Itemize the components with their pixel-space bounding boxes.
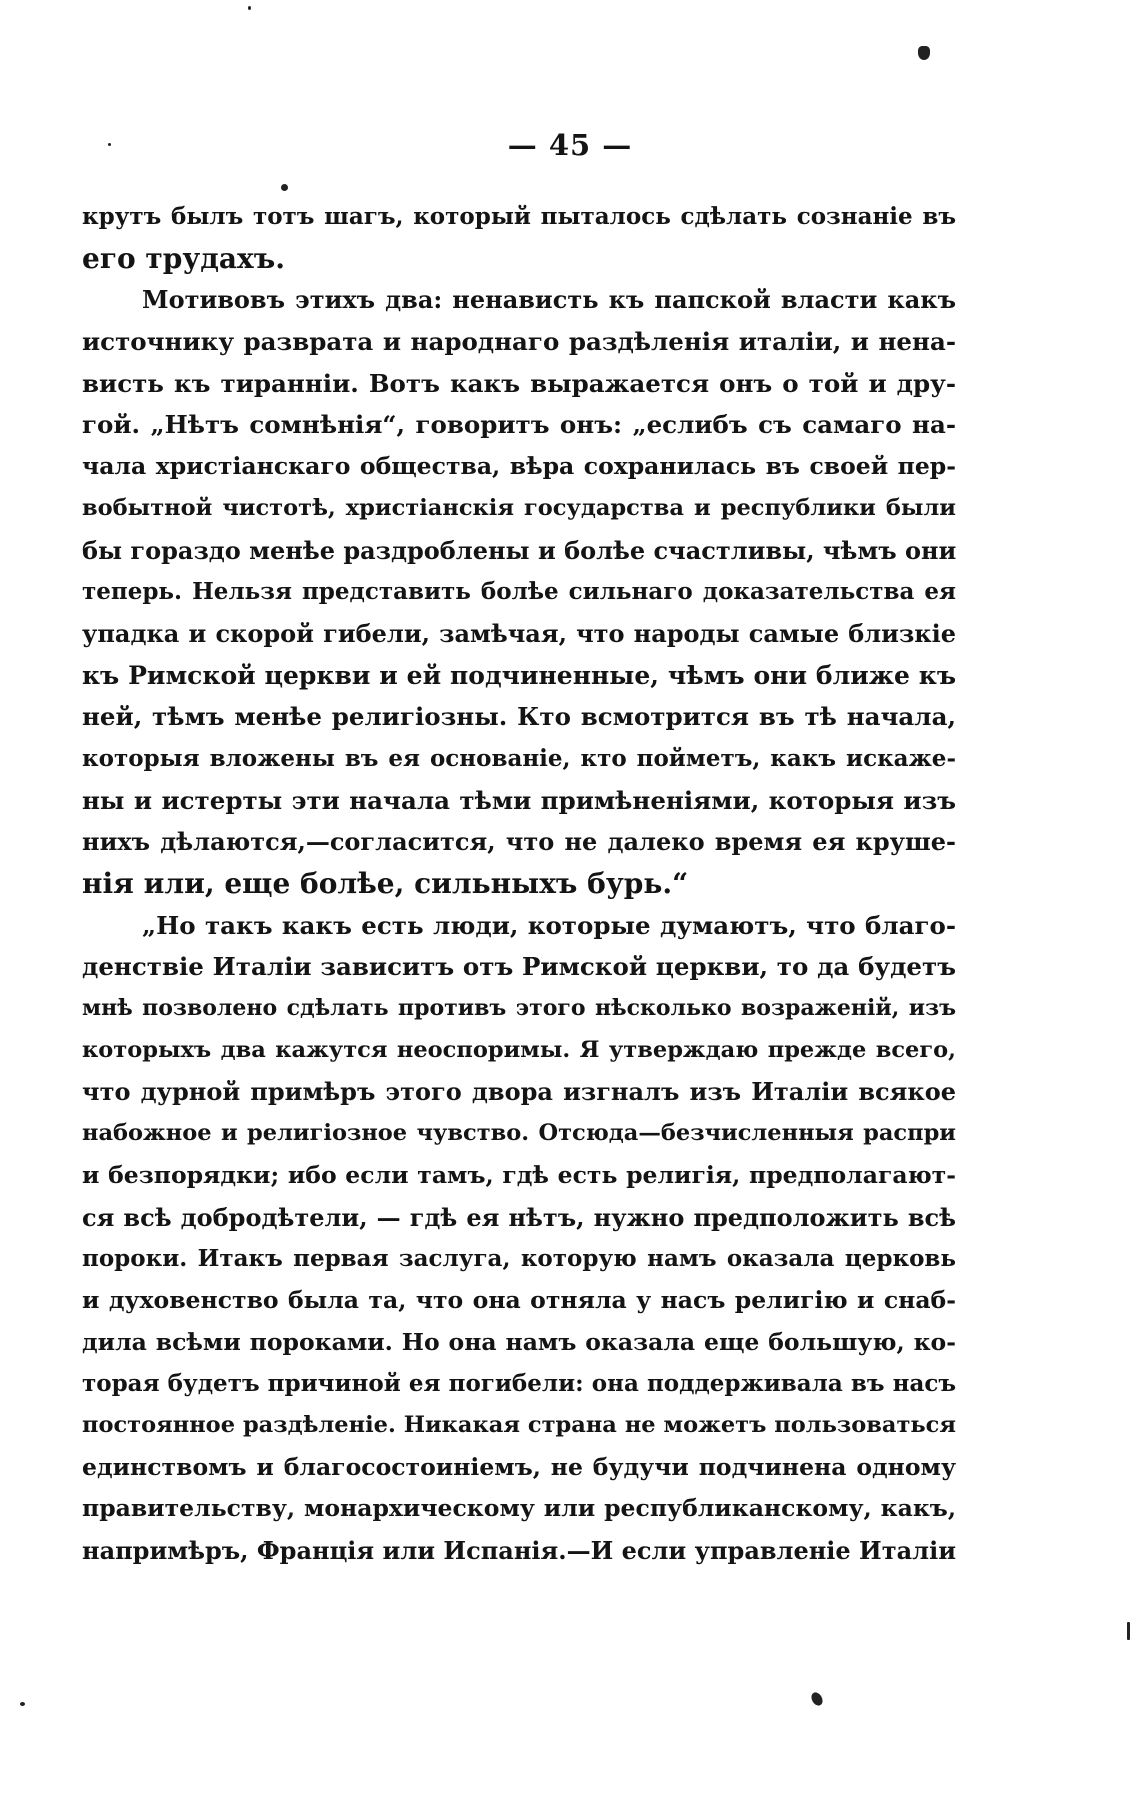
text-line: которыя вложены въ ея основаніе, кто пойметъ, какъ искаже- xyxy=(82,744,956,772)
text-line: мнѣ позволено сдѣлать противъ этого нѣсколько возраженій, изъ xyxy=(82,995,956,1022)
text-line: висть къ тиранніи. Вотъ какъ выражается онъ о той и дру- xyxy=(82,368,956,398)
ink-speck xyxy=(108,143,111,146)
text-line: бы гораздо менѣе раздроблены и болѣе счастливы, чѣмъ они xyxy=(82,535,957,565)
text-line: ся всѣ добродѣтели, — гдѣ ея нѣтъ, нужно предположить всѣ xyxy=(82,1202,956,1232)
text-line: и духовенство была та, что она отняла у насъ религію и снаб- xyxy=(82,1285,956,1314)
ink-speck xyxy=(248,6,251,10)
paragraph xyxy=(82,905,956,1572)
text-line: гой. „Нѣтъ сомнѣнія“, говоритъ онъ: „еслибъ съ самаго на- xyxy=(82,410,956,440)
ink-speck xyxy=(1127,1622,1130,1640)
text-line: крутъ былъ тотъ шагъ, который пыталось сдѣлать сознаніе въ xyxy=(82,203,956,230)
paragraph xyxy=(82,196,956,279)
paragraph xyxy=(82,279,956,904)
ink-speck xyxy=(918,46,930,60)
text-line: теперь. Нельзя представить болѣе сильнаго доказательства ея xyxy=(82,578,956,606)
text-line: Мотивовъ этихъ два: ненависть къ папской власти какъ xyxy=(142,285,956,315)
text-line: вобытной чистотѣ, христіанскія государства и республики были xyxy=(82,494,956,521)
text-line: которыхъ два кажутся неоспоримы. Я утверждаю прежде всего, xyxy=(82,1036,956,1063)
body-text xyxy=(82,196,956,1572)
text-line: единствомъ и благосостоиніемъ, не будучи подчинена одному xyxy=(82,1452,956,1481)
text-line: „Но такъ какъ есть люди, которые думаютъ, что благо- xyxy=(142,910,956,940)
text-line: чала христіанскаго общества, вѣра сохранилась въ своей пер- xyxy=(82,452,956,481)
ink-speck xyxy=(20,1702,25,1706)
text-line: источнику разврата и народнаго раздѣленія италіи, и нена- xyxy=(82,327,956,357)
text-line: дила всѣми пороками. Но она намъ оказала еще большую, ко- xyxy=(82,1327,956,1356)
text-line: что дурной примѣръ этого двора изгналъ изъ Италіи всякое xyxy=(82,1077,956,1107)
text-line: напримѣръ, Франція или Испанія.—И если управленіе Италіи xyxy=(82,1536,956,1565)
text-line: торая будетъ причиной ея погибели: она поддерживала въ насъ xyxy=(82,1370,956,1398)
text-line: къ Римской церкви и ей подчиненные, чѣмъ они ближе къ xyxy=(82,660,956,690)
text-line: пороки. Итакъ первая заслуга, которую намъ оказала церковь xyxy=(82,1245,956,1273)
text-line: его трудахъ. xyxy=(82,241,285,275)
text-line: постоянное раздѣленіе. Никакая страна не можетъ пользоваться xyxy=(82,1411,956,1438)
text-line: правительству, монархическому или республиканскому, какъ, xyxy=(82,1494,956,1523)
text-line: нія или, еще болѣе, сильныхъ бурь.“ xyxy=(82,867,689,900)
page-number: — 45 — xyxy=(507,128,633,162)
text-line: упадка и скорой гибели, замѣчая, что народы самые близкіе xyxy=(82,618,956,648)
text-line: нихъ дѣлаются,—согласится, что не далеко время ея круше- xyxy=(82,827,956,857)
ink-speck xyxy=(809,1690,825,1707)
ink-speck xyxy=(281,184,288,191)
text-line: ней, тѣмъ менѣе религіозны. Кто всмотрится въ тѣ начала, xyxy=(82,702,956,732)
text-line: и безпорядки; ибо если тамъ, гдѣ есть религія, предполагают- xyxy=(82,1160,956,1189)
text-line: денствіе Италіи зависитъ отъ Римской церкви, то да будетъ xyxy=(82,952,956,982)
text-line: ны и истерты эти начала тѣми примѣненіями, которыя изъ xyxy=(82,785,956,815)
text-line: набожное и религіозное чувство. Отсюда—безчисленныя распри xyxy=(82,1120,956,1147)
